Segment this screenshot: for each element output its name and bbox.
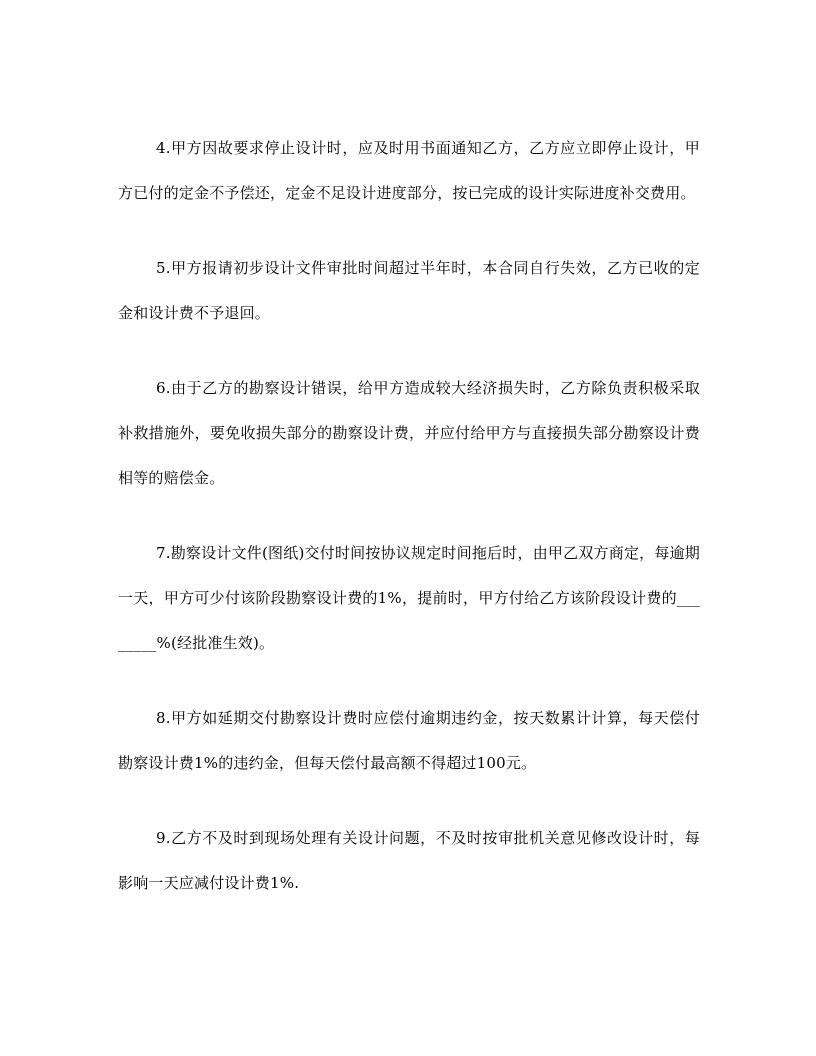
contract-clauses [118, 126, 700, 906]
clause-5: 5.甲方报请初步设计文件审批时间超过半年时，本合同自行失效，乙方已收的定金和设计费不予退回。 [118, 259, 700, 322]
clause-9: 9.乙方不及时到现场处理有关设计问题，不及时按审批机关意见修改设计时，每影响一天应减付设计费1%. [118, 829, 700, 892]
clause-6: 6.由于乙方的勘察设计错误，给甲方造成较大经济损失时，乙方除负责积极采取补救措施外，要免收损失部分的勘察设计费，并应付给甲方与直接损失部分勘察设计费相等的赔偿金。 [118, 379, 700, 487]
clause-8: 8.甲方如延期交付勘察设计费时应偿付逾期违约金，按天数累计计算，每天偿付勘察设计费1%的违约金，但每天偿付最高额不得超过100元。 [118, 709, 700, 772]
clause-4: 4.甲方因故要求停止设计时，应及时用书面通知乙方，乙方应立即停止设计，甲方已付的定金不予偿还，定金不足设计进度部分，按已完成的设计实际进度补交费用。 [118, 139, 700, 202]
clause-7: 7.勘察设计文件(图纸)交付时间按协议规定时间拖后时，由甲乙双方商定，每逾期一天，甲方可少付该阶段勘察设计费的1%，提前时，甲方付给乙方该阶段设计费的________%(经批准生效)。 [118, 544, 700, 652]
